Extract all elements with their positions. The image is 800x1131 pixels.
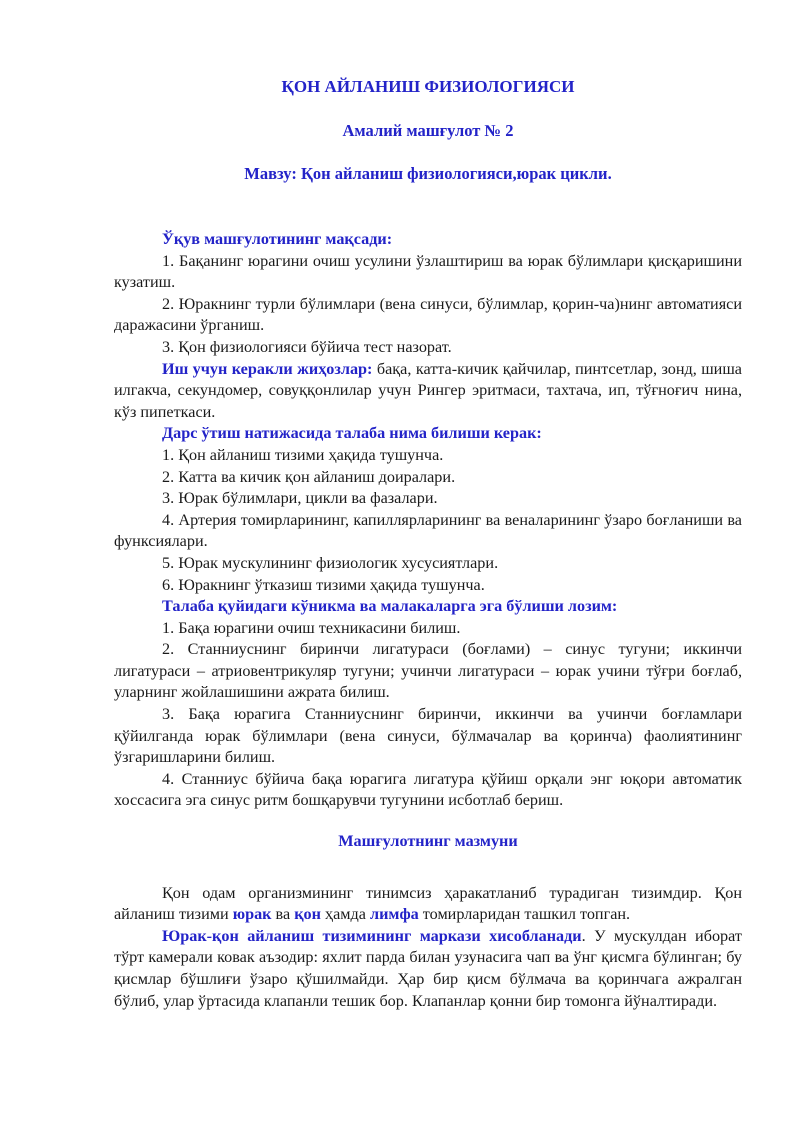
term-heart: юрак (232, 905, 272, 924)
skill-item: 3. Бақа юрагига Станниуснинг биринчи, иккинчи ва учинчи боғламлари қўйилганда юрак бўлимлари (вена синуси, бўлмачалар ва қоринча) фаолиятининг ўзгаришларини билиш. (114, 705, 742, 767)
goal-item: 3. Қон физиологияси бўйича тест назорат. (162, 337, 452, 356)
equipment-heading: Иш учун керакли жиҳозлар: (162, 359, 373, 378)
goal-item: 2. Юракнинг турли бўлимлари (вена синуси, бўлимлар, қорин-ча)нинг автоматияси даражасини ўрганиш. (114, 294, 742, 335)
content-paragraph-2 (114, 926, 742, 1012)
skill-item: 4. Станниус бўйича бақа юрагига лигатура қўйиш орқали энг юқори автоматик хоссасига эга синус ритм бошқарувчи тугунини исботлаб бериш. (114, 769, 742, 810)
knowledge-heading: Дарс ўтиш натижасида талаба нима билиши керак: (162, 424, 542, 443)
equipment-paragraph (114, 359, 742, 424)
content-paragraph-1 (114, 883, 742, 926)
knowledge-item: 6. Юракнинг ўтказиш тизими ҳақида тушунча. (162, 575, 485, 594)
text-run: Қон одам организмининг тинимсиз ҳаракатланиб турадиган тизимдир. Қон айланиш тизими (114, 883, 742, 924)
skill-item: 2. Станниуснинг биринчи лигатураси (боғлами) – синус тугуни; иккинчи лигатураси – атриовентрикуляр тугуни; учинчи лигатураси – юрак учини тўғри боғлаб, уларнинг жойлашишини ажрата билиш. (114, 640, 742, 702)
text-run: томирларидан ташкил топган. (418, 905, 631, 924)
goals-heading: Ўқув машғулотининг мақсади: (162, 230, 393, 248)
knowledge-item: 1. Қон айланиш тизими ҳақида тушунча. (162, 445, 444, 464)
text-run: . У мускулдан иборат тўрт камерали ковак аъзодир: яхлит парда билан узунасига чап ва ўнг қисмга бўлинган; бу қисмлар бўшлиғи ўзаро қўшилмайди. Ҳар бир қисм бўлмача ва қоринчага ажралган бўлиб, улар ўртасида клапанли тешик бор. Клапанлар қонни бир томонга йўналтиради. (114, 926, 742, 1010)
lesson-subtitle: Амалий машғулот № 2 (342, 121, 514, 140)
content-heading: Машғулотнинг мазмуни (338, 832, 518, 851)
knowledge-item: 3. Юрак бўлимлари, цикли ва фазалари. (162, 489, 438, 508)
text-run: ва (271, 905, 295, 924)
document-body (114, 229, 742, 1012)
lesson-topic: Мавзу: Қон айланиш физиологияси,юрак цикли. (244, 164, 612, 183)
text-run: ҳамда (320, 905, 371, 924)
document-title: ҚОН АЙЛАНИШ ФИЗИОЛОГИЯСИ (281, 77, 575, 96)
knowledge-item: 4. Артерия томирларининг, капиллярларининг ва веналарининг ўзаро боғланиши ва функсиялари. (114, 510, 742, 551)
skill-item: 1. Бақа юрагини очиш техникасини билиш. (162, 618, 461, 637)
knowledge-item: 5. Юрак мускулининг физиологик хусусиятлари. (162, 553, 499, 572)
skills-heading: Талаба қуйидаги кўникма ва малакаларга эга бўлиши лозим: (162, 597, 618, 616)
equipment-text: бақа, катта-кичик қайчилар, пинтсетлар, зонд, шиша илгакча, секундомер, совуққонлилар учун Рингер эритмаси, тахтача, ип, тўғноғич нина, кўз пипеткаси. (114, 359, 742, 421)
emphasis-text: Юрак-қон айланиш тизимининг маркази хисобланади (162, 926, 582, 945)
term-lymph: лимфа (370, 905, 419, 924)
term-blood: қон (294, 905, 321, 924)
knowledge-item: 2. Катта ва кичик қон айланиш доиралари. (162, 467, 456, 486)
goal-item: 1. Бақанинг юрагини очиш усулини ўзлаштириш ва юрак бўлимлари қисқаришини кузатиш. (114, 251, 742, 292)
